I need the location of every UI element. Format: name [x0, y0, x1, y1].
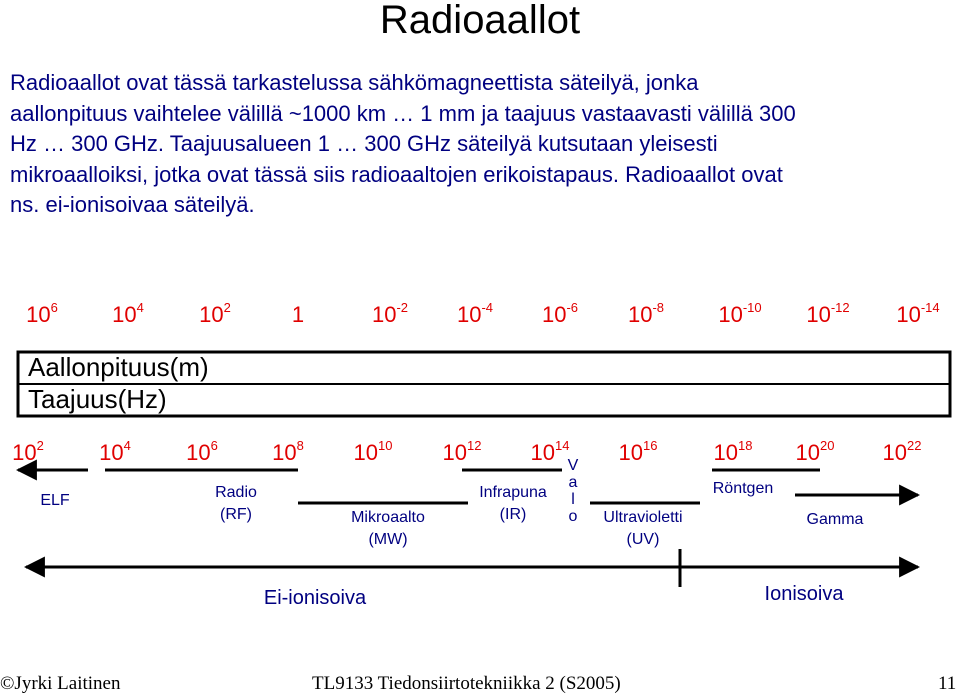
wavelength-tick: 1 — [291, 302, 305, 327]
radio-label: Radio — [215, 484, 257, 501]
gamma-label: Gamma — [806, 511, 864, 528]
wavelength-tick: $10^{-12}$ — [806, 300, 850, 327]
elf-label: ELF — [40, 492, 70, 509]
visible-letter: a — [568, 474, 578, 491]
frequency-tick: $10^2$ — [12, 438, 44, 465]
frequency-axis-label: Taajuus(Hz) — [28, 384, 167, 414]
axis-box — [18, 352, 950, 416]
wavelength-tick: $10^6$ — [26, 300, 58, 327]
radio-label-abbr: (RF) — [220, 506, 252, 523]
wavelength-ticks — [26, 300, 940, 327]
frequency-tick: $10^{14}$ — [530, 438, 570, 465]
frequency-tick: $10^{18}$ — [713, 438, 753, 465]
frequency-tick: $10^{10}$ — [353, 438, 393, 465]
non-ionizing-label: Ei-ionisoiva — [263, 587, 367, 609]
frequency-tick: $10^6$ — [186, 438, 218, 465]
footer-author: ©Jyrki Laitinen — [0, 673, 121, 694]
frequency-tick: $10^{20}$ — [795, 438, 835, 465]
wavelength-tick: $10^{-4}$ — [456, 300, 494, 327]
frequency-tick: $10^8$ — [272, 438, 304, 465]
wavelength-tick: $10^{-2}$ — [371, 300, 409, 327]
infrared-label-abbr: (IR) — [499, 506, 527, 523]
wavelength-tick: $10^{-6}$ — [541, 300, 579, 327]
wavelength-tick: $10^{-10}$ — [718, 300, 762, 327]
paragraph-line: ns. ei-ionisoivaa säteilyä. — [10, 192, 255, 217]
visible-letter: V — [567, 457, 579, 474]
slide-paragraph — [10, 68, 955, 221]
ionizing-label: Ionisoiva — [764, 583, 844, 605]
wavelength-tick: $10^4$ — [112, 300, 144, 327]
frequency-tick: $10^{12}$ — [442, 438, 482, 465]
paragraph-line: mikroaalloiksi, jotka ovat tässä siis radioaaltojen erikoistapaus. Radioaallot ovat — [10, 161, 783, 187]
paragraph-line: aallonpituus vaihtelee välillä ~1000 km … 1 mm ja taajuus vastaavasti välillä 300 — [10, 100, 796, 126]
spectrum-diagram — [0, 290, 960, 620]
footer-course: TL9133 Tiedonsiirtotekniikka 2 (S2005) — [312, 673, 621, 694]
frequency-tick: $10^4$ — [99, 438, 131, 465]
frequency-tick: $10^{16}$ — [618, 438, 658, 465]
xray-label: Röntgen — [712, 480, 774, 497]
wavelength-tick: $10^{-14}$ — [896, 300, 940, 327]
paragraph-line: Radioaallot ovat tässä tarkastelussa sähkömagneettista säteilyä, jonka — [10, 70, 699, 95]
paragraph-line: Hz … 300 GHz. Taajuusalueen 1 … 300 GHz säteilyä kutsutaan yleisesti — [10, 131, 718, 156]
ionization-axis — [26, 549, 918, 609]
ultraviolet-label: Ultravioletti — [603, 509, 683, 526]
ultraviolet-label-abbr: (UV) — [626, 531, 660, 548]
slide-title: Radioaallot — [379, 0, 581, 42]
visible-letter: o — [568, 508, 578, 525]
frequency-ticks — [12, 438, 921, 465]
frequency-tick: $10^{22}$ — [882, 438, 922, 465]
microwave-label-abbr: (MW) — [368, 531, 408, 548]
band-lines — [18, 470, 918, 503]
wavelength-tick: $10^{-8}$ — [627, 300, 665, 327]
footer-page-number: 11 — [938, 673, 957, 694]
microwave-label: Mikroaalto — [351, 509, 425, 526]
wavelength-tick: $10^2$ — [199, 300, 231, 327]
wavelength-axis-label: Aallonpituus(m) — [28, 352, 209, 382]
visible-letter: l — [571, 491, 575, 508]
infrared-label: Infrapuna — [479, 484, 547, 501]
